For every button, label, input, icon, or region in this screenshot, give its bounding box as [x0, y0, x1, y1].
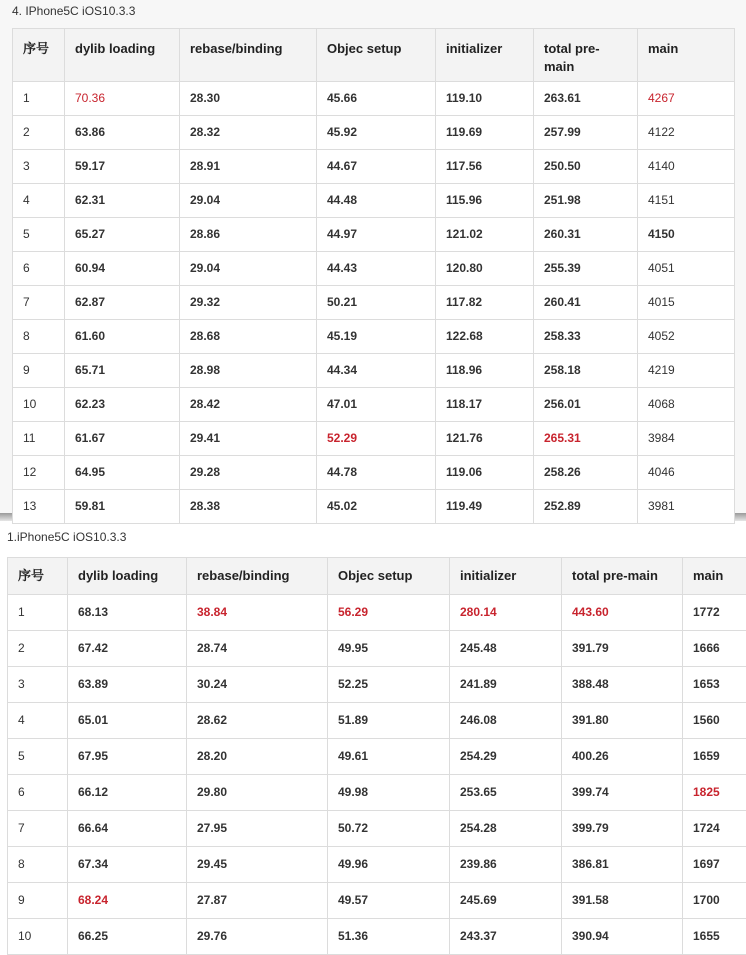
- table-cell: 117.82: [436, 286, 534, 320]
- table-cell: 1724: [683, 811, 746, 847]
- table-cell: 257.99: [534, 116, 638, 150]
- table-cell: 44.43: [317, 252, 436, 286]
- table-cell: 65.27: [65, 218, 180, 252]
- table-cell: 28.38: [180, 490, 317, 524]
- table-cell: 38.84: [187, 595, 328, 631]
- table-cell: 66.64: [68, 811, 187, 847]
- table-row: [8, 919, 746, 955]
- table-cell: 64.95: [65, 456, 180, 490]
- header-cell: total pre-main: [562, 558, 683, 595]
- table-header-row: [13, 29, 735, 82]
- table-cell: 28.62: [187, 703, 328, 739]
- table-cell: 1655: [683, 919, 746, 955]
- table-cell: 122.68: [436, 320, 534, 354]
- table-row: [13, 150, 735, 184]
- table-cell: 67.42: [68, 631, 187, 667]
- table-row: [8, 739, 746, 775]
- table-cell: 1653: [683, 667, 746, 703]
- table-cell: 1825: [683, 775, 746, 811]
- table-cell: 119.69: [436, 116, 534, 150]
- row-index-cell: 4: [8, 703, 68, 739]
- table-cell: 56.29: [328, 595, 450, 631]
- table-cell: 27.87: [187, 883, 328, 919]
- header-cell: main: [638, 29, 735, 82]
- table-row: [8, 883, 746, 919]
- table-cell: 119.10: [436, 82, 534, 116]
- table-cell: 60.94: [65, 252, 180, 286]
- table-row: [8, 703, 746, 739]
- header-cell: 序号: [8, 558, 68, 595]
- table-cell: 28.20: [187, 739, 328, 775]
- table-row: [8, 595, 746, 631]
- table-cell: 29.04: [180, 184, 317, 218]
- table-cell: 4052: [638, 320, 735, 354]
- top-table-caption: 4. IPhone5C iOS10.3.3: [12, 4, 135, 18]
- table-cell: 260.31: [534, 218, 638, 252]
- table-cell: 4151: [638, 184, 735, 218]
- header-cell: 序号: [13, 29, 65, 82]
- row-index-cell: 6: [13, 252, 65, 286]
- top-results-table: [12, 28, 735, 524]
- header-cell: rebase/binding: [187, 558, 328, 595]
- table-cell: 246.08: [450, 703, 562, 739]
- table-cell: 65.01: [68, 703, 187, 739]
- table-cell: 27.95: [187, 811, 328, 847]
- row-index-cell: 9: [8, 883, 68, 919]
- row-index-cell: 3: [13, 150, 65, 184]
- table-cell: 4046: [638, 456, 735, 490]
- table-cell: 52.29: [317, 422, 436, 456]
- table-cell: 51.36: [328, 919, 450, 955]
- row-index-cell: 2: [8, 631, 68, 667]
- row-index-cell: 8: [8, 847, 68, 883]
- table-cell: 391.58: [562, 883, 683, 919]
- row-index-cell: 3: [8, 667, 68, 703]
- table-cell: 61.67: [65, 422, 180, 456]
- table-cell: 241.89: [450, 667, 562, 703]
- row-index-cell: 7: [13, 286, 65, 320]
- table-cell: 255.39: [534, 252, 638, 286]
- table-cell: 245.48: [450, 631, 562, 667]
- table-row: [13, 320, 735, 354]
- table-cell: 3981: [638, 490, 735, 524]
- table-cell: 119.06: [436, 456, 534, 490]
- table-cell: 59.17: [65, 150, 180, 184]
- table-cell: 254.29: [450, 739, 562, 775]
- table-row: [13, 490, 735, 524]
- table-cell: 4267: [638, 82, 735, 116]
- bottom-table-wrapper: [7, 557, 746, 941]
- table-cell: 49.57: [328, 883, 450, 919]
- table-cell: 44.67: [317, 150, 436, 184]
- table-cell: 4140: [638, 150, 735, 184]
- table-row: [13, 422, 735, 456]
- table-cell: 68.13: [68, 595, 187, 631]
- table-cell: 280.14: [450, 595, 562, 631]
- table-cell: 4122: [638, 116, 735, 150]
- table-cell: 243.37: [450, 919, 562, 955]
- table-cell: 1560: [683, 703, 746, 739]
- table-cell: 66.12: [68, 775, 187, 811]
- table-cell: 45.19: [317, 320, 436, 354]
- table-cell: 28.74: [187, 631, 328, 667]
- table-cell: 258.26: [534, 456, 638, 490]
- table-cell: 45.66: [317, 82, 436, 116]
- table-cell: 253.65: [450, 775, 562, 811]
- header-cell: rebase/binding: [180, 29, 317, 82]
- table-cell: 391.79: [562, 631, 683, 667]
- header-cell: Objec setup: [317, 29, 436, 82]
- row-index-cell: 4: [13, 184, 65, 218]
- table-cell: 45.92: [317, 116, 436, 150]
- table-cell: 51.89: [328, 703, 450, 739]
- header-cell: dylib loading: [65, 29, 180, 82]
- table-cell: 29.45: [187, 847, 328, 883]
- row-index-cell: 6: [8, 775, 68, 811]
- table-cell: 28.86: [180, 218, 317, 252]
- table-cell: 256.01: [534, 388, 638, 422]
- table-cell: 29.04: [180, 252, 317, 286]
- table-cell: 4219: [638, 354, 735, 388]
- table-cell: 67.34: [68, 847, 187, 883]
- table-cell: 118.17: [436, 388, 534, 422]
- table-cell: 29.80: [187, 775, 328, 811]
- table-cell: 115.96: [436, 184, 534, 218]
- row-index-cell: 5: [8, 739, 68, 775]
- table-cell: 28.98: [180, 354, 317, 388]
- table-cell: 119.49: [436, 490, 534, 524]
- table-row: [13, 456, 735, 490]
- table-cell: 239.86: [450, 847, 562, 883]
- table-cell: 47.01: [317, 388, 436, 422]
- row-index-cell: 12: [13, 456, 65, 490]
- bottom-table-caption: 1.iPhone5C iOS10.3.3: [7, 530, 126, 544]
- table-cell: 62.23: [65, 388, 180, 422]
- table-cell: 29.28: [180, 456, 317, 490]
- table-cell: 50.21: [317, 286, 436, 320]
- table-cell: 29.76: [187, 919, 328, 955]
- table-cell: 28.30: [180, 82, 317, 116]
- header-cell: initializer: [436, 29, 534, 82]
- row-index-cell: 7: [8, 811, 68, 847]
- table-cell: 121.76: [436, 422, 534, 456]
- table-cell: 65.71: [65, 354, 180, 388]
- table-row: [8, 775, 746, 811]
- table-cell: 399.79: [562, 811, 683, 847]
- table-cell: 117.56: [436, 150, 534, 184]
- table-cell: 390.94: [562, 919, 683, 955]
- table-cell: 391.80: [562, 703, 683, 739]
- table-cell: 258.33: [534, 320, 638, 354]
- table-cell: 49.61: [328, 739, 450, 775]
- bottom-results-table: [7, 557, 746, 955]
- table-row: [13, 184, 735, 218]
- table-row: [8, 631, 746, 667]
- table-cell: 263.61: [534, 82, 638, 116]
- table-cell: 1666: [683, 631, 746, 667]
- row-index-cell: 2: [13, 116, 65, 150]
- table-cell: 59.81: [65, 490, 180, 524]
- table-cell: 49.95: [328, 631, 450, 667]
- table-cell: 44.97: [317, 218, 436, 252]
- table-cell: 49.98: [328, 775, 450, 811]
- table-cell: 45.02: [317, 490, 436, 524]
- row-index-cell: 13: [13, 490, 65, 524]
- table-cell: 4068: [638, 388, 735, 422]
- table-cell: 62.31: [65, 184, 180, 218]
- row-index-cell: 10: [13, 388, 65, 422]
- table-cell: 29.41: [180, 422, 317, 456]
- table-cell: 28.91: [180, 150, 317, 184]
- table-row: [13, 354, 735, 388]
- table-cell: 4051: [638, 252, 735, 286]
- row-index-cell: 9: [13, 354, 65, 388]
- table-cell: 30.24: [187, 667, 328, 703]
- table-cell: 44.34: [317, 354, 436, 388]
- table-cell: 399.74: [562, 775, 683, 811]
- table-cell: 258.18: [534, 354, 638, 388]
- header-cell: total pre-main: [534, 29, 638, 82]
- table-cell: 1700: [683, 883, 746, 919]
- table-cell: 28.68: [180, 320, 317, 354]
- table-cell: 29.32: [180, 286, 317, 320]
- table-cell: 1659: [683, 739, 746, 775]
- header-cell: main: [683, 558, 746, 595]
- table-cell: 52.25: [328, 667, 450, 703]
- table-row: [8, 811, 746, 847]
- table-cell: 28.32: [180, 116, 317, 150]
- table-cell: 61.60: [65, 320, 180, 354]
- header-cell: dylib loading: [68, 558, 187, 595]
- table-cell: 260.41: [534, 286, 638, 320]
- table-cell: 3984: [638, 422, 735, 456]
- table-row: [13, 252, 735, 286]
- header-cell: Objec setup: [328, 558, 450, 595]
- table-row: [13, 388, 735, 422]
- table-row: [13, 116, 735, 150]
- table-row: [13, 82, 735, 116]
- table-cell: 70.36: [65, 82, 180, 116]
- table-row: [13, 286, 735, 320]
- table-cell: 63.89: [68, 667, 187, 703]
- row-index-cell: 11: [13, 422, 65, 456]
- table-cell: 400.26: [562, 739, 683, 775]
- table-cell: 245.69: [450, 883, 562, 919]
- table-cell: 251.98: [534, 184, 638, 218]
- table-header-row: [8, 558, 746, 595]
- header-cell: initializer: [450, 558, 562, 595]
- table-cell: 49.96: [328, 847, 450, 883]
- table-cell: 1697: [683, 847, 746, 883]
- table-cell: 120.80: [436, 252, 534, 286]
- row-index-cell: 5: [13, 218, 65, 252]
- row-index-cell: 10: [8, 919, 68, 955]
- table-cell: 28.42: [180, 388, 317, 422]
- table-cell: 265.31: [534, 422, 638, 456]
- table-cell: 63.86: [65, 116, 180, 150]
- top-table-wrapper: [12, 28, 734, 513]
- row-index-cell: 8: [13, 320, 65, 354]
- table-cell: 118.96: [436, 354, 534, 388]
- table-row: [13, 218, 735, 252]
- table-cell: 66.25: [68, 919, 187, 955]
- table-cell: 50.72: [328, 811, 450, 847]
- table-cell: 62.87: [65, 286, 180, 320]
- table-cell: 1772: [683, 595, 746, 631]
- table-cell: 250.50: [534, 150, 638, 184]
- table-cell: 67.95: [68, 739, 187, 775]
- table-cell: 443.60: [562, 595, 683, 631]
- table-row: [8, 847, 746, 883]
- table-cell: 254.28: [450, 811, 562, 847]
- table-cell: 121.02: [436, 218, 534, 252]
- table-cell: 68.24: [68, 883, 187, 919]
- table-cell: 388.48: [562, 667, 683, 703]
- table-cell: 252.89: [534, 490, 638, 524]
- row-index-cell: 1: [13, 82, 65, 116]
- table-cell: 386.81: [562, 847, 683, 883]
- row-index-cell: 1: [8, 595, 68, 631]
- table-cell: 4015: [638, 286, 735, 320]
- table-cell: 44.48: [317, 184, 436, 218]
- table-cell: 4150: [638, 218, 735, 252]
- table-row: [8, 667, 746, 703]
- table-cell: 44.78: [317, 456, 436, 490]
